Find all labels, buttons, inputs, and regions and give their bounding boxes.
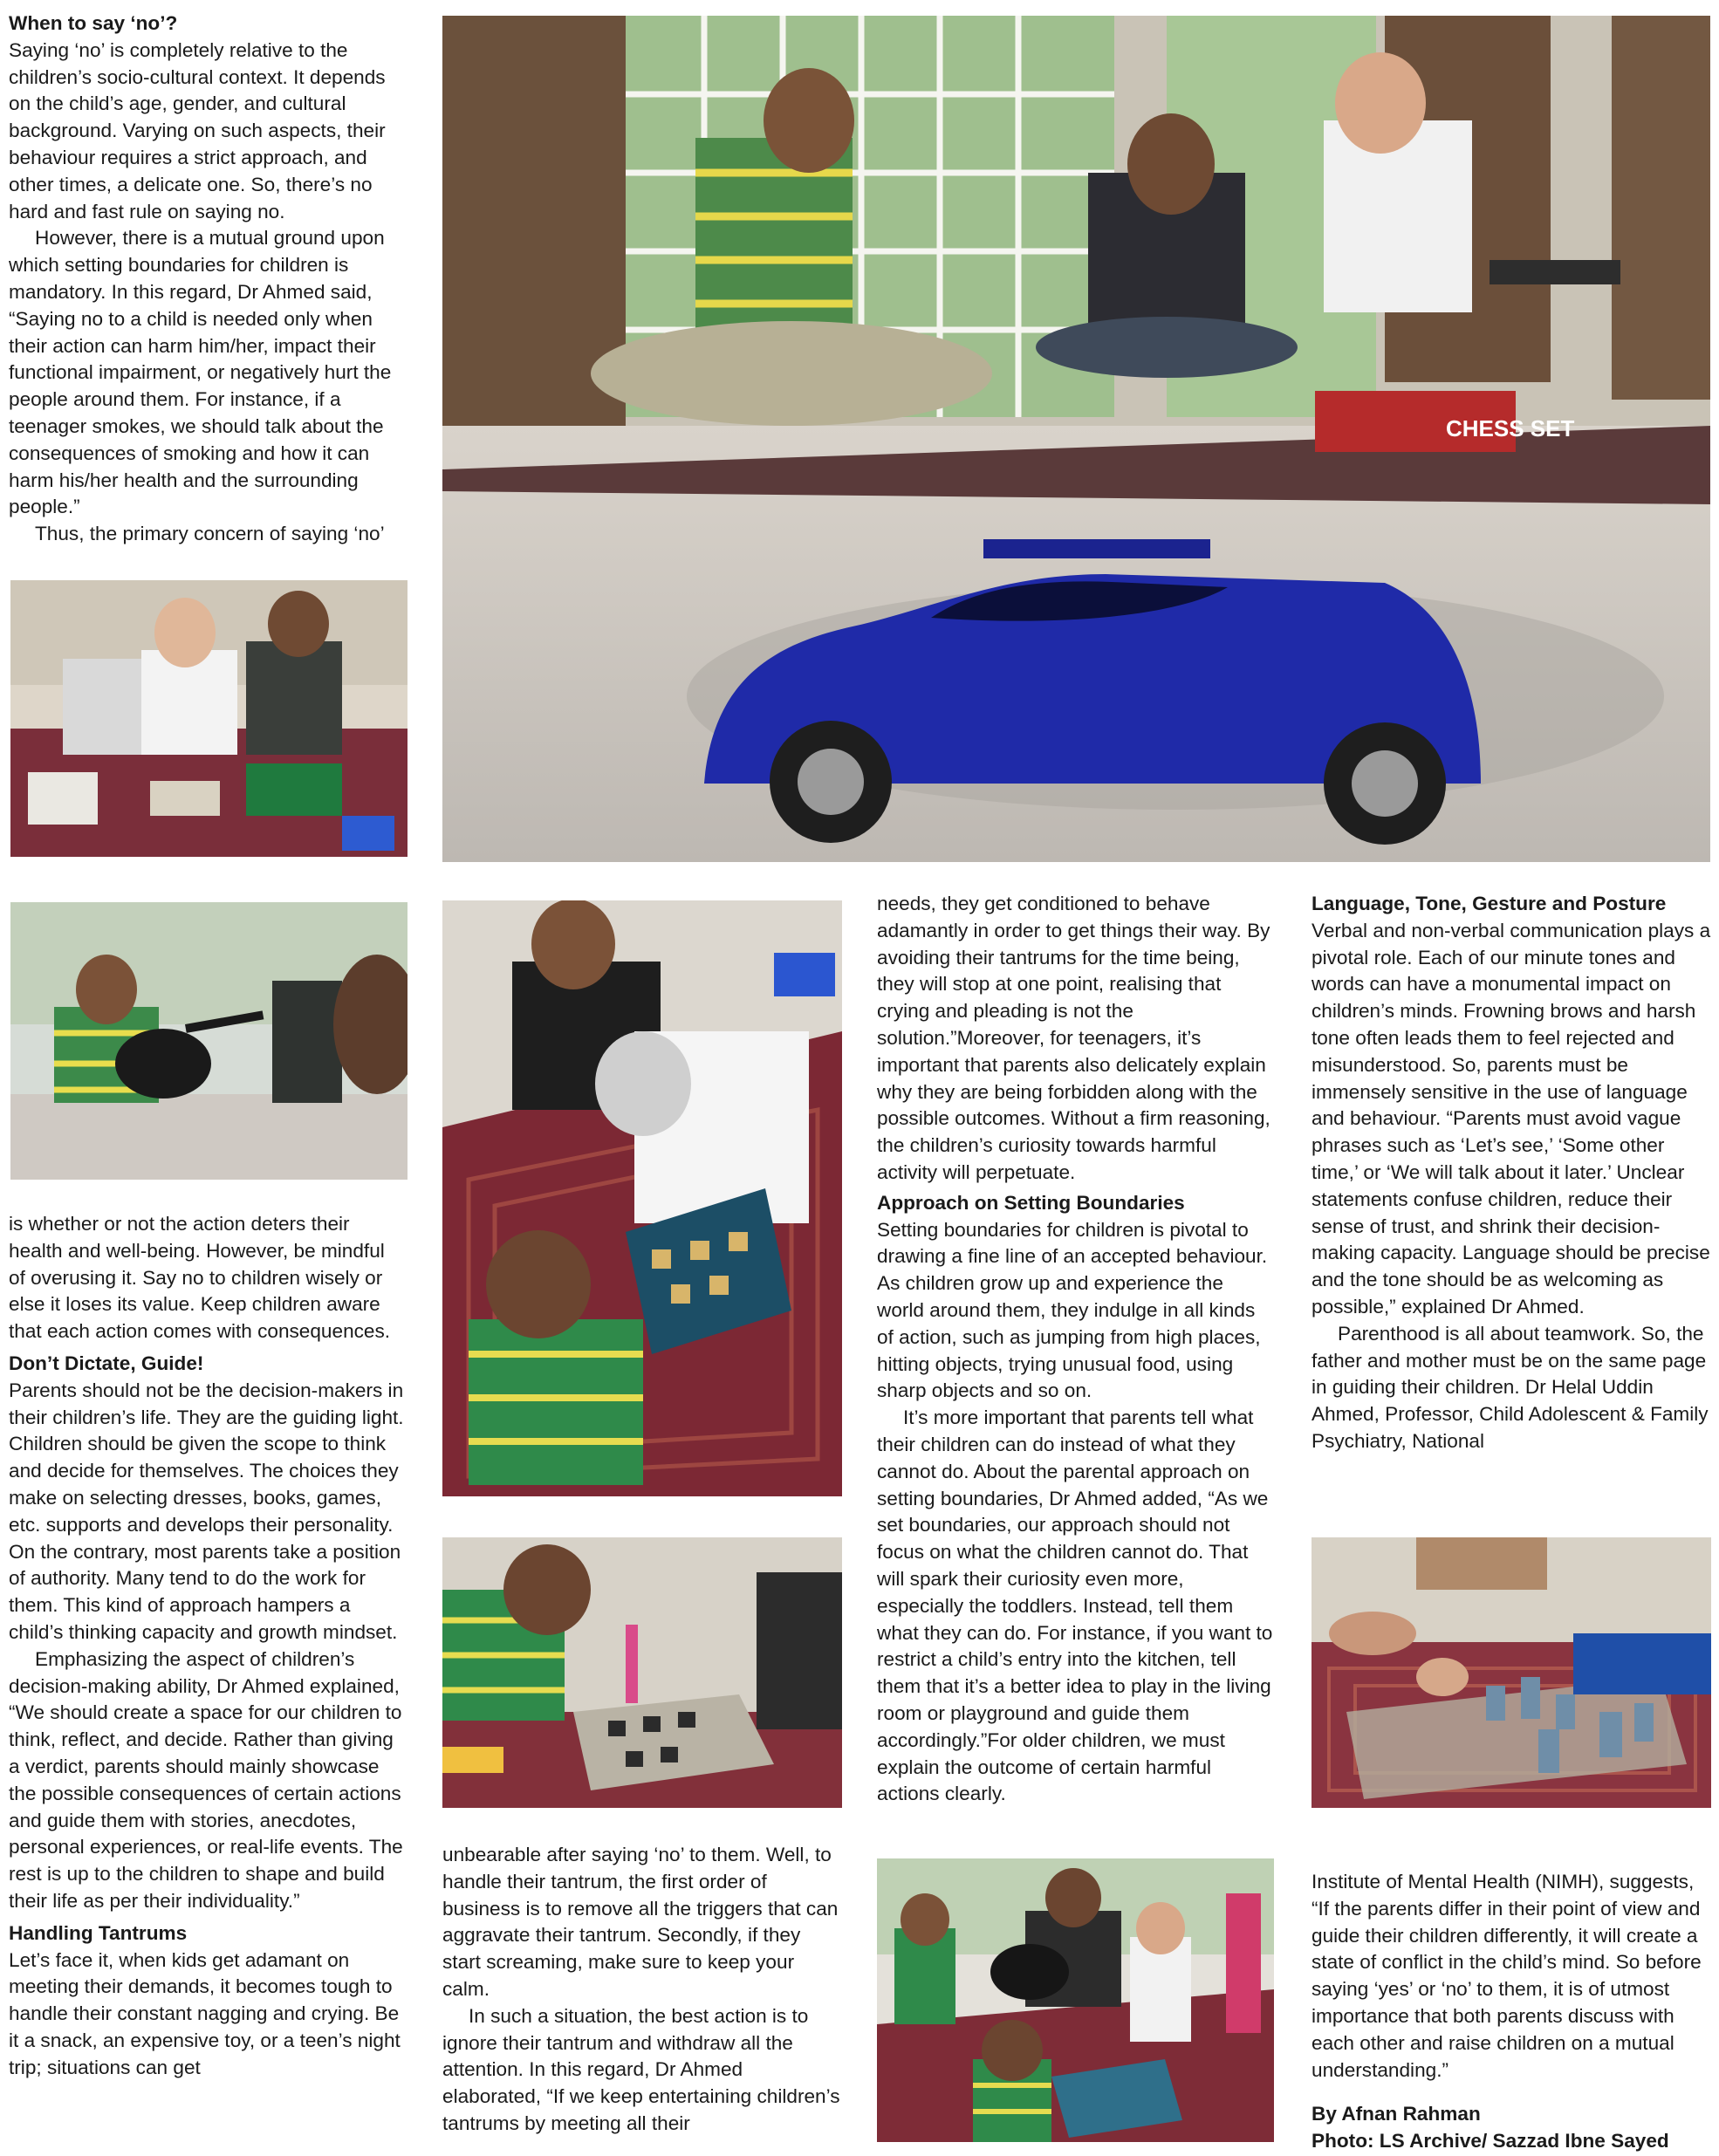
heading-handling-tantrums: Handling Tantrums: [9, 1921, 188, 1944]
group-guitar-photo: [877, 1858, 1274, 2142]
chess-closeup-photo: [442, 1537, 842, 1808]
paragraph: Thus, the primary concern of saying ‘no’: [35, 523, 385, 545]
col1-bottom-text: [9, 1211, 406, 2082]
scrabble-photo: [10, 580, 407, 857]
paragraph: Setting boundaries for children is pivotal to drawing a fine line of an accepted behaviour. As children grow up and experience the world around them, they indulge in all kinds of action, such as jumping from high places, hitting objects, trying unusual food, using sharp objects and so on.: [877, 1218, 1268, 1402]
photo-chess-pieces-closeup-icon: [1312, 1537, 1711, 1808]
paragraph: However, there is a mutual ground upon which setting boundaries for children is mandatory. In this regard, Dr Ahmed said, “Saying no to a child is needed only when their action can harm him/her, impact their functional impairment, or negatively hurt the people around them. For instance, if a teenager smokes, we should talk about the consequences of smoking and how it can harm his/her health and the surrounding people.”: [9, 227, 392, 518]
col4-bottom-text: [1312, 1869, 1713, 2155]
paragraph: Verbal and non-verbal communication plays a pivotal role. Each of our minute tones and words can have a monumental impact on children’s minds. Frowning brows and harsh tone often leads them to feel rejected and misunderstood. So, parents must be immensely sensitive in the use of language and behaviour. “Parents must avoid vague phrases such as ‘Let’s see,’ ‘Some other time,’ or ‘We will talk about it later.’ Unclear statements confuse children, reduce their sense of trust, and shrink their decision-making capacity. Language should be precise and the tone should be as welcoming as possible,” explained Dr Ahmed.: [1312, 919, 1711, 1318]
photo-boy-chess-closeup-icon: [442, 1537, 842, 1808]
paragraph: In such a situation, the best action is to ignore their tantrum and withdraw all the attention. In this regard, Dr Ahmed elaborated, “If we keep entertaining children’s tantrums by meeting all their: [442, 2004, 840, 2134]
heading-when-to-say-no: When to say ‘no’?: [9, 12, 178, 34]
photo-boys-chess-blue-toy-car-icon: [442, 16, 1710, 862]
paragraph: Let’s face it, when kids get adamant on meeting their demands, it becomes tough to handle their constant nagging and crying. Be it a snack, an expensive toy, or a teen’s night trip; situations can get: [9, 1948, 401, 2078]
col2-bottom-text: [442, 1842, 842, 2138]
photo-group-guitar-chess-icon: [877, 1858, 1274, 2142]
photo-kids-scrabble-icon: [10, 580, 407, 857]
heading-language-tone-gesture-posture: Language, Tone, Gesture and Posture: [1312, 893, 1667, 914]
paragraph: Institute of Mental Health (NIMH), suggests, “If the parents differ in their point of view and guide their children differently, it will create a state of conflict in the child’s mind. So before saying ‘yes’ or ‘no’ to them, it is of utmost importance that both parents discuss with each other and raise children on a mutual understanding.”: [1312, 1871, 1702, 2081]
photo-kids-chessboard-overhead-icon: [442, 900, 842, 1496]
col3-text: [877, 891, 1274, 1808]
paragraph: It’s more important that parents tell what their children can do instead of what they cannot do. About the parental approach on setting boundaries, Dr Ahmed added, “As we set boundaries, our approach should not focus on what the children cannot do. That will spark their curiosity even more, especially the toddlers. Instead, tell them what they can do. For instance, if you want to restrict a child’s entry into the kitchen, tell them that it’s a better idea to play in the living room or playground and guide them accordingly.”For older children, we must explain the outcome of certain harmful actions clearly.: [877, 1407, 1273, 1805]
col1-top-text: [9, 10, 406, 548]
col4-top-text: [1312, 891, 1713, 1455]
hero-photo: [442, 16, 1710, 862]
heading-approach-on-setting-boundaries: Approach on Setting Boundaries: [877, 1191, 1185, 1214]
paragraph: needs, they get conditioned to behave adamantly in order to get things their way. By avoiding their tantrums for the time being, they will stop at one point, realising that crying and pleading is not the solution.”Moreover, for teenagers, it’s important that parents also delicately explain why they are being forbidden along with the possible outcomes. Without a firm reasoning, the children’s curiosity towards harmful activity will perpetuate.: [877, 893, 1270, 1183]
byline-author: By Afnan Rahman: [1312, 2103, 1481, 2125]
heading-dont-dictate: Don’t Dictate, Guide!: [9, 1352, 204, 1374]
paragraph: Emphasizing the aspect of children’s decision-making ability, Dr Ahmed explained, “We should create a space for our children to think, reflect, and decide. Rather than giving a verdict, parents should mainly showcase the possible consequences of certain actions and guide them with stories, anecdotes, personal experiences, or real-life events. The rest is up to the children to shape and build their life as per their individuality.”: [9, 1647, 403, 1912]
byline-photo-credit: Photo: LS Archive/ Sazzad Ibne Sayed: [1312, 2130, 1669, 2153]
paragraph: Parenthood is all about teamwork. So, the father and mother must be on the same page in guiding their children. Dr Helal Uddin Ahmed, Professor, Child Adolescent & Family Psychiatry, National: [1312, 1322, 1709, 1452]
paragraph: unbearable after saying ‘no’ to them. Well, to handle their tantrum, the first order of business is to remove all the triggers that can aggravate their tantrum. Secondly, if they start screaming, make sure to keep your calm.: [442, 1844, 839, 2000]
photo-kids-guitar-icon: [10, 902, 407, 1180]
chessboard-overhead-photo: [442, 900, 842, 1496]
paragraph: Parents should not be the decision-makers in their children’s life. They are the guiding light. Children should be given the scope to think and decide for themselves. The choices they make on selecting dresses, books, games, etc. supports and develops their personality. On the contrary, most parents take a position of authority. Many tend to do the work for them. This kind of approach hampers a child’s thinking capacity and growth mindset.: [9, 1379, 404, 1643]
chess-pieces-photo: [1312, 1537, 1711, 1808]
guitar-photo: [10, 902, 407, 1180]
paragraph: Saying ‘no’ is completely relative to the children’s socio-cultural context. It depends on the child’s age, gender, and cultural background. Varying on such aspects, their behaviour requires a strict approach, and other times, a delicate one. So, there’s no hard and fast rule on saying no.: [9, 38, 386, 222]
chess-set-box-label: CHESS SET: [1446, 415, 1575, 441]
paragraph: is whether or not the action deters their health and well-being. However, be mindful of overusing it. Say no to children wisely or else it loses its value. Keep children aware that each action comes with consequences.: [9, 1213, 391, 1343]
